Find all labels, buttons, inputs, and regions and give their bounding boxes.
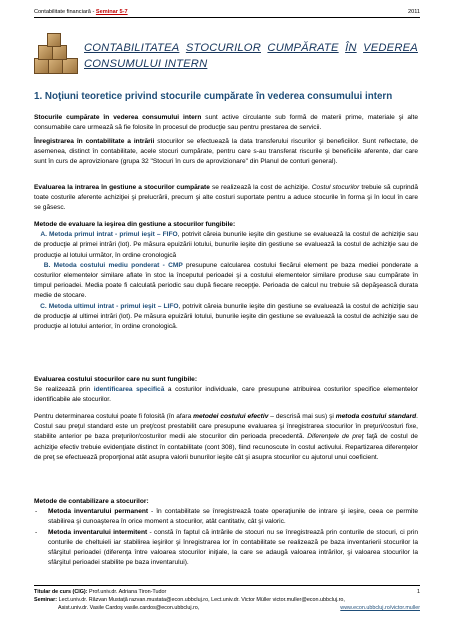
method-name: A. Metoda primul intrat - primul ieşit – FIFO [40,231,178,239]
section-heading: 1. Noţiuni teoretice privind stocurile cumpărate în vederea consumului intern [34,91,393,102]
bold-text: Stocurile cumpărate în vederea consumului intern [34,114,202,121]
body-text: , potrivit căreia bunurile ieşite din gestiune se evaluează la costul de achiziţie sau de producţie al ultimei intrări (lot). Pe măsura epuizării lotului, bunurile ieşite din gestiune se evaluează la costul de achiziţie sau de producţie al lotului anterior, în ordine cronologică. [34,302,419,331]
bold-text: Metode de evaluare la ieşirea din gestiune a stocurilor fungibile: [34,221,236,228]
title-word: ÎN [345,42,357,54]
body-text: a costurilor individuale, care presupune atribuirea costurilor specifice elementelor identificabile ale stocurilor. [34,386,418,404]
body-text: presupune calcularea costului fiecărui element pe baza mediei ponderate a costurilor elementelor similare aflate în stoc la începutul perioadei şi a costului elementelor similare produse sau cumpărate în timpul perioadei. Media poate fi calculată periodic sau după fiecare recepţie. Perioada de calcul nu trebuie să depăşească durata medie de stocare. [34,261,419,300]
paragraph-definition [34,113,418,133]
body-text: sunt active circulante sub formă de materii prime, materiale şi alte consumabile care urmează să fie folosite în procesul de producţie sau pentru prestarea de servicii. [34,114,419,132]
paragraph-accounting-methods [34,497,418,568]
footer-label: Titular de curs (CIG): [34,589,88,595]
dash-bullet: - [35,528,38,536]
bold-text: Metoda inventarului intermitent [48,528,148,536]
page-header [34,9,420,18]
header-course-label: Contabilitate financiară - [34,9,96,15]
box-shape [38,45,53,60]
methods-heading [34,220,418,230]
paragraph-fungible-methods [34,220,418,332]
title-line-2: CONSUMULUI INTERN [84,58,208,70]
header-seminar: Seminar 5-7 [95,9,128,15]
body-text: – descrisă mai sus) şi [268,413,336,420]
list-item-text [48,507,418,527]
body-text: se realizează la cost de achiziţie. [209,184,312,191]
paragraph-text [34,113,418,133]
page-footer [34,585,420,613]
paragraph-recording [34,137,418,168]
page-number: 1 [417,589,420,595]
bold-text: identificarea specifică [93,386,165,394]
body-text: - în contabilitate se înregistrează toate operaţiunile de intrare şi ieşire, ceea ce permite stabilirea şi cunoaşterea în orice moment a stocurilor, atât cantitativ, cât şi valoric. [48,508,418,526]
method-cmp [34,261,418,302]
bold-text: Metoda inventarului permanent [48,508,149,516]
paragraph-text [34,137,418,168]
header-course [34,9,128,15]
footer-row [34,588,420,596]
body-text: faţă de costul de achiziţie efectiv trebuie evidenţiate distinct în contabilitate (cont 308), fiind recunoscute în costul activului. Repartizarea diferenţelor de preţ se efectuează proporţional atât asupra valorii bunurilor ieşite cât şi asupra stocurilor cu ajutorul unui coeficient. [34,433,418,461]
title-word: CUMPĂRATE [267,42,339,54]
body-text: trebuie să cuprindă toate costurile aferente achiziţiei şi prelucrării, precum şi alte costuri suportate pentru a aduce stocurile în forma şi în locul în care se găsesc. [34,184,418,212]
title-word: STOCURILOR [185,42,261,54]
method-lifo [34,302,418,333]
paragraph-text [34,183,418,214]
italic-text: Costul stocurilor [311,184,360,191]
list-item [34,528,418,569]
box-shape [47,33,61,47]
body-text: . Costul sau preţul standard este un preţ/cost prestabilit care presupune evaluarea şi înregistrarea stocurilor în preţuri/costuri fixe, stabilite anterior pe baza preţurilor/costurilor medii ale stocurilor din perioada precedentă. [34,413,418,441]
title-word: CONTABILITATEA [84,42,180,54]
bold-text: Evaluarea costului stocurilor care nu sunt fungibile: [34,376,198,383]
bold-italic-text: metodei costului efectiv [193,413,269,420]
footer-text: Asist.univ.dr. Vasile Cardoş vasile.cardos@econ.ubbcluj.ro, [58,605,200,612]
paragraph-standard-cost [34,412,418,463]
italic-text: Diferenţele de preţ [307,433,364,441]
box-shape [62,58,78,74]
paragraph-text [34,385,418,405]
boxes-illustration [34,36,80,74]
footer-label: Seminar: [34,597,58,604]
body-text: stocurilor se efectuează la data transferului riscurilor şi beneficiilor. Sunt reflectate, de asemenea, distinct în contabilitate, acele stocuri cumpărate, pentru care s-au transferat riscurile şi beneficiile aferente, dar care sunt în curs de aprovizionare (grupa 32 "Stocuri în curs de aprovizionare" din Planul de conturi general). [34,138,418,166]
paragraph-text [34,412,418,463]
non-fungible-heading [34,375,418,385]
dash-bullet: - [35,508,38,516]
body-text: - constă în faptul că intrările de stocuri nu se înregistrează prin conturile de stocuri, ci prin conturile de cheltuieli iar stabilirea ieşirilor şi înregistrarea lor în contabilitate se realizează pe baza inventarierii stocurilor la sfârşitul perioadei (diferenţa între valoarea stocurilor iniţiale, la care se adaugă valoarea intrărilor, şi valoarea stocurilor la sfârşitul perioadei stabilite pe baza inventarului). [48,528,418,567]
list-item [34,507,418,527]
footer-row [34,604,420,612]
footer-link[interactable]: www.econ.ubbcluj.ro/victor.muller [340,605,420,612]
bold-italic-text: metoda costului standard [335,413,417,420]
box-shape [52,45,67,60]
footer-text: Prof.univ.dr. Adriana Tiron-Tudor [87,589,167,595]
footer-text: Lect.univ.dr. Răzvan Mustaţă razvan.mustata@econ.ubbcluj.ro, Lect.univ.dr. Victor Müller victor.muller@econ.ubbcluj.ro, [57,597,345,604]
bold-text: Înregistrarea în contabilitate a intrării [34,138,155,145]
body-text: Pentru determinarea costului poate fi folosită (în afara [34,413,194,420]
footer-row [34,596,420,604]
document-title [84,40,418,72]
list-item-text [48,528,418,569]
bold-text: Evaluarea la intrarea în gestiune a stocurilor cumpărate [34,184,210,191]
paragraph-evaluation [34,183,418,214]
accounting-heading [34,497,418,507]
bold-text: Metode de contabilizare a stocurilor: [34,498,149,505]
paragraph-non-fungible [34,375,418,406]
method-name: C. Metoda ultimul intrat - primul ieşit – LIFO [40,302,179,310]
body-text: Se realizează prin [34,386,94,394]
method-fifo [34,230,418,261]
title-word: VEDEREA [363,42,418,54]
title-block [34,36,418,78]
footer-titular [34,588,166,596]
header-year: 2011 [407,9,420,15]
method-name: B. Metoda costului mediu ponderat - CMP [43,261,183,269]
title-line-1 [84,40,418,56]
body-text: , potrivit căreia bunurile ieşite din gestiune se evaluează la costul de achiziţie sau de producţie al primei intrări (lot). Pe măsura epuizării lotului, bunurile ieşite din gestiune se evaluează la costul de achiziţie sau de producţie al lotului următor, în ordine cronologică [34,231,418,259]
